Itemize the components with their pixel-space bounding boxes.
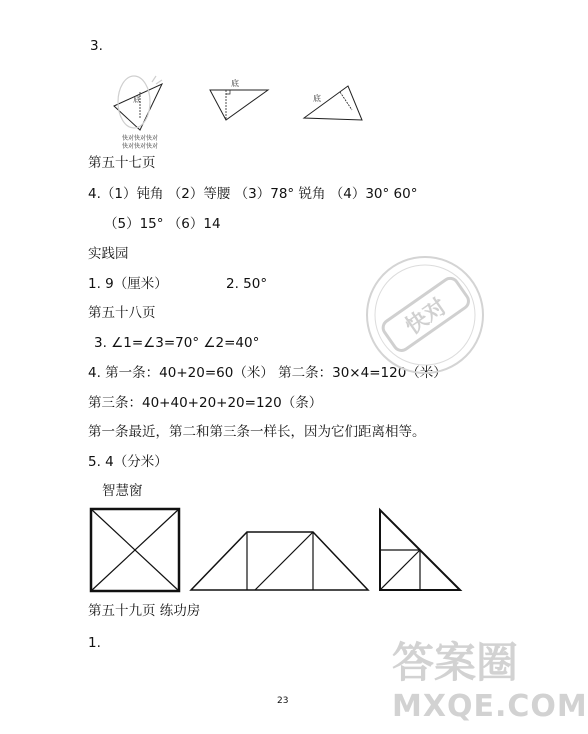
item-3-number: 3. — [90, 38, 103, 54]
q4-answer-line2: 第三条：40+40+20+20=120（条） — [88, 395, 323, 411]
watermark-text: 答案圈 — [392, 638, 519, 687]
figure-caption-2: 快对快对快对 — [122, 143, 159, 150]
q3-answer: 3. ∠1=∠3=70° ∠2=40° — [94, 335, 260, 351]
watermark-stamp — [360, 250, 490, 380]
q4-answers-row2: （5）15° （6）14 — [104, 216, 221, 232]
triangle-figure-b — [208, 76, 272, 126]
trapezoid-figure — [190, 530, 370, 592]
page-59-heading: 第五十九页 练功房 — [88, 603, 201, 619]
watermark-stamp-text: 快对 — [401, 294, 452, 340]
square-with-diagonals — [90, 508, 180, 592]
page-57-heading: 第五十七页 — [88, 155, 156, 171]
q4-answers-row1: 4.（1）钝角 （2）等腰 （3）78° 锐角 （4）30° 60° — [88, 186, 418, 202]
triangle-figure-a — [110, 78, 180, 138]
figure-b-base-label: 底 — [231, 79, 239, 88]
triangle-figure-c — [300, 78, 366, 124]
right-triangle-figure — [378, 508, 462, 592]
item-1-number: 1. — [88, 635, 101, 651]
page-58-heading: 第五十八页 — [88, 305, 156, 321]
practice-answer-2: 2. 50° — [226, 276, 268, 292]
practice-answer-1: 1. 9（厘米） — [88, 276, 168, 292]
wisdom-heading: 智慧窗 — [102, 483, 143, 499]
figure-a-base-label: 底 — [133, 95, 141, 104]
practice-heading: 实践园 — [88, 246, 129, 262]
watermark-url: MXQE.COM — [392, 689, 588, 724]
page-number: 23 — [277, 696, 289, 706]
q5-answer: 5. 4（分米） — [88, 454, 168, 470]
q4-answer-line3: 第一条最近，第二和第三条一样长，因为它们距离相等。 — [88, 424, 426, 440]
q4-answer-line1: 4. 第一条：40+20=60（米） 第二条：30×4=120（米） — [88, 365, 447, 381]
figure-c-base-label: 底 — [313, 94, 321, 103]
figure-caption-1: 快对快对快对 — [122, 135, 159, 142]
